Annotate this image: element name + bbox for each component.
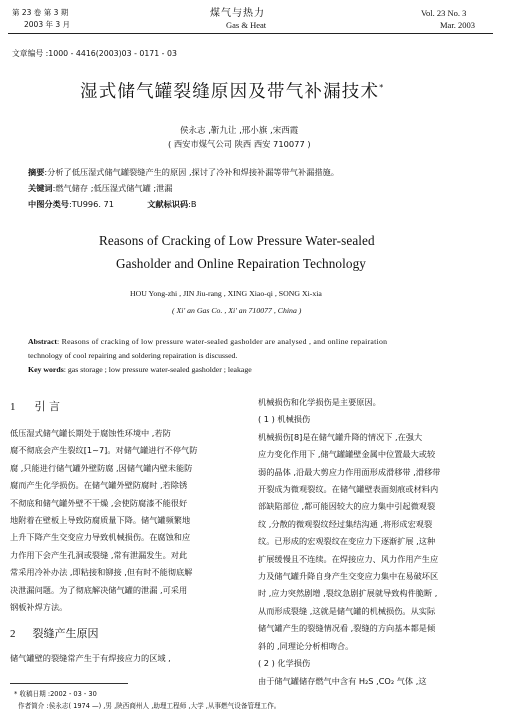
body-line: 机械损伤[8]是在储气罐升降的情况下 ,在强大: [258, 431, 423, 442]
body-line: 时 ,应力突然剧增 ,裂纹急剧扩展就导致构件脆断 ,: [258, 588, 438, 599]
body-line: 腐 ,只能进行储气罐外壁防腐 ,因储气罐内壁未能防: [10, 462, 193, 473]
authors-en: HOU Yong-zhi , JIN Jiu-rang , XING Xiao-qi , SONG Xi-xia: [130, 289, 322, 298]
section-2-number: 2: [10, 628, 16, 640]
title-en-line-2: Gasholder and Online Repairation Technology: [116, 256, 366, 271]
body-line: 应力变化作用下 ,储气罐罐壁金属中位置最大或较: [258, 449, 436, 460]
abstract-en-line-2: technology of cool repairing and soldering repairation is discussed.: [28, 351, 238, 360]
section-2-heading: [10, 625, 99, 641]
header-volume-cn: 第 23 卷 第 3 期: [12, 8, 69, 17]
body-line: 斜的 ,同理论分析相吻合。: [258, 640, 354, 651]
doc-code-label: 文献标识码: [147, 199, 189, 209]
abstract-en: [28, 335, 387, 377]
section-2-body: [10, 650, 248, 667]
body-line: 纹 ,分散的微观裂纹经过集结沟通 ,将形成宏观裂: [258, 518, 433, 529]
body-line: 储气罐壁的裂缝常产生于有焊接应力的区域 ,: [10, 653, 171, 663]
body-line: 机械损伤和化学损伤是主要原因。: [258, 397, 381, 407]
body-line: 扩展缓慢且不连续。在焊接应力、风力作用产生应: [258, 553, 439, 564]
keywords-cn-label: 关键词: [28, 183, 53, 193]
body-line: 腐不彻底会产生裂纹[1~7]。对储气罐进行不停气防: [10, 445, 198, 456]
keywords-cn: [28, 183, 173, 194]
abstract-cn: [28, 167, 339, 178]
article-id: 文章编号 :1000 - 4416(2003)03 - 0171 - 03: [12, 49, 177, 58]
title-en-line-1: Reasons of Cracking of Low Pressure Water-sealed: [99, 233, 375, 248]
section-1-number: 1: [10, 401, 16, 413]
body-line: 地附着在壁板上导致防腐质量下降。储气罐频繁地: [10, 515, 191, 526]
doc-code-value: :B: [188, 199, 197, 209]
body-line: 决泄漏问题。为了彻底解决储气罐的泄漏 ,可采用: [10, 584, 188, 595]
abstract-cn-label: 摘要: [28, 167, 45, 177]
header-journal-en: Gas & Heat: [226, 20, 267, 30]
body-line: 弱的晶体 ,沿最大剪应力作用面形成滑移带 ,滑移带: [258, 466, 441, 477]
title-footnote-mark: *: [379, 83, 385, 93]
classification-label: 中图分类号: [28, 199, 69, 209]
affiliation-en: ( Xi' an Gas Co. , Xi' an 710077 , China ): [172, 306, 302, 315]
body-line: 由于储气罐储存燃气中含有 H₂S ,CO₂ 气体 ,这: [258, 675, 427, 686]
body-line: 纹。已形成的宏观裂纹在变应力下逐渐扩展 ,这种: [258, 536, 436, 547]
footnote-received: * 收稿日期 :2002 - 03 - 30: [14, 690, 97, 698]
classification-value: :TU996. 71: [68, 199, 114, 209]
title-cn: [80, 78, 384, 103]
body-line: ( 1 ) 机械损伤: [258, 414, 311, 425]
body-line: 储气罐产生的裂缝情况看 ,裂缝的方向基本都是倾: [258, 623, 436, 634]
header-volume-en: Vol. 23 No. 3: [421, 8, 467, 18]
header-journal-cn: 煤气与热力: [210, 8, 265, 19]
footnote-rule: [10, 683, 128, 684]
footnote-author-bio: 作者简介 :侯永志( 1974 —) ,男 ,陕西商州人 ,助理工程师 ,大学 ,从事燃气设备管理工作。: [18, 702, 281, 710]
body-line: 开裂成为微观裂纹。在储气罐壁表面刻痕或材料内: [258, 484, 439, 495]
body-line: 不彻底和储气罐外壁不干燥 ,会使防腐漆不能很好: [10, 497, 188, 508]
body-line: 力及储气罐升降自身产生交变应力集中在易破坏区: [258, 571, 439, 582]
body-line: ( 2 ) 化学损伤: [258, 658, 311, 669]
abstract-cn-text: :分析了低压湿式储气罐裂缝产生的原因 ,探讨了冷补和焊接补漏等带气补漏措施。: [44, 167, 339, 177]
body-line: 力作用下会产生孔洞或裂缝 ,常有泄漏发生。对此: [10, 549, 188, 560]
body-line: 腐而产生化学损伤。在储气罐外壁防腐时 ,若除锈: [10, 480, 188, 491]
abstract-en-line-1: : Reasons of cracking of low pressure water-sealed gasholder are analysed , and online repairation: [57, 337, 388, 346]
body-line: 上升下降产生交变应力导致机械损伤。在腐蚀和应: [10, 532, 191, 543]
title-cn-text: 湿式储气罐裂缝原因及带气补漏技术: [80, 82, 380, 102]
abstract-en-label: Abstract: [28, 337, 58, 346]
body-line: 部缺陷部位 ,都可能因较大的应力集中引起微观裂: [258, 501, 436, 512]
body-line: 常采用冷补办法 ,即粘接和铆接 ,但有时不能彻底解: [10, 567, 193, 578]
body-line: 钢板补焊方法。: [10, 602, 68, 613]
section-1-body: [10, 425, 248, 616]
classification-line: [28, 199, 197, 210]
section-1-title: 引 言: [34, 400, 60, 413]
header-date-cn: 2003 年 3 月: [24, 20, 71, 29]
right-column-body: [258, 394, 498, 690]
header-date-en: Mar. 2003: [440, 20, 475, 30]
authors-cn: 侯永志 ,靳九让 ,邢小旗 ,宋西霞: [180, 126, 299, 136]
section-1-heading: [10, 398, 60, 414]
affiliation-cn: ( 西安市煤气公司 陕西 西安 710077 ): [168, 139, 311, 149]
keywords-en-label: Key words: [28, 365, 64, 374]
section-2-title: 裂缝产生原因: [32, 627, 99, 640]
body-line: 低压湿式储气罐长期处于腐蚀性环境中 ,若防: [10, 428, 171, 438]
body-line: 从而形成裂缝 ,这就是储气罐的机械损伤。从实际: [258, 605, 436, 616]
header-rule: [8, 33, 493, 34]
keywords-cn-text: :燃气储存 ;低压湿式储气罐 ;泄漏: [52, 183, 173, 193]
keywords-en-text: : gas storage ; low pressure water-sealed gasholder ; leakage: [63, 365, 252, 374]
